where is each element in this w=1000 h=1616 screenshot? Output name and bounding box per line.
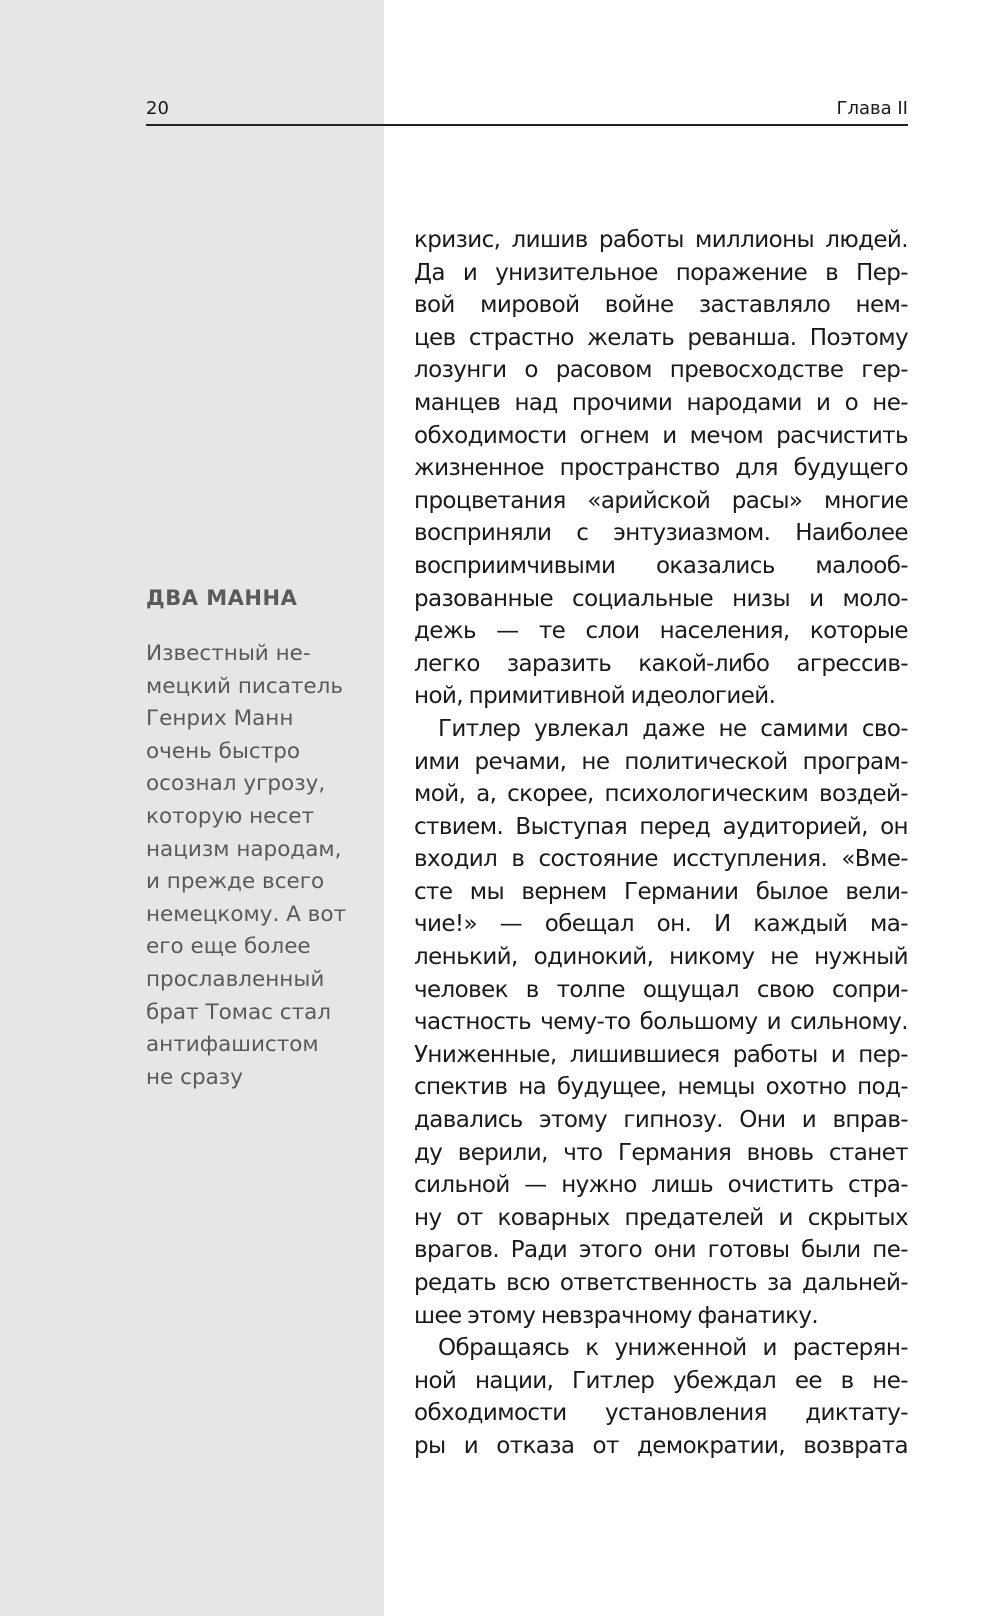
sidebar-line: его еще более (146, 934, 311, 960)
text-line: лозунги о расовом превосходстве гер- (414, 357, 908, 384)
sidebar-text (146, 638, 366, 1094)
text-line: кризис, лишив работы миллионы людей. (414, 227, 908, 253)
sidebar-line: нацизм народам, (146, 836, 342, 862)
chapter-label: Глава II (836, 98, 908, 119)
running-head (146, 98, 908, 126)
text-line: шее этому невзрачному фанатику. (414, 1302, 819, 1329)
text-line: ну от коварных предателей и скрытых (414, 1204, 908, 1231)
text-line: разованные социальные низы и моло- (414, 585, 908, 612)
page-number: 20 (146, 98, 169, 119)
sidebar-line: антифашистом (146, 1032, 319, 1058)
text-line: спектив на будущее, немцы охотно под- (414, 1074, 908, 1101)
text-line: сильной — нужно лишь очистить стра- (414, 1172, 908, 1199)
text-line: восприняли с энтузиазмом. Наиболее (414, 520, 908, 547)
text-line: давались этому гипнозу. Они и вправ- (414, 1107, 908, 1134)
text-line: ими речами, не политической програм- (414, 748, 908, 775)
text-line: Гитлер увлекал даже не самими сво- (438, 715, 908, 742)
text-line: ры и отказа от демократии, возврата (414, 1432, 908, 1459)
text-line: ной, примитивной идеологией. (414, 683, 776, 710)
text-line: восприимчивыми оказались малооб- (414, 552, 908, 579)
text-line: врагов. Ради этого они готовы были пе- (414, 1237, 908, 1264)
text-line: легко заразить какой-либо агрессив- (414, 650, 908, 677)
text-line: манцев над прочими народами и о не- (414, 389, 908, 416)
text-line: процветания «арийской расы» многие (414, 487, 908, 514)
text-line: ленький, одинокий, никому не нужный (414, 944, 908, 971)
sidebar-title: ДВА МАННА (146, 586, 298, 610)
text-line: вой мировой войне заставляло нем- (414, 292, 908, 319)
sidebar-line: и прежде всего (146, 869, 325, 895)
text-line: сте мы вернем Германии былое вели- (414, 878, 908, 905)
text-line: входил в состояние исступления. «Вме- (414, 846, 908, 873)
text-line: ду верили, что Германия вновь станет (414, 1139, 908, 1166)
sidebar-note (146, 584, 366, 1094)
text-line: обходимости установления диктату- (414, 1400, 908, 1427)
text-line: человек в толпе ощущал свою сопри- (414, 976, 908, 1003)
sidebar-line: которую несет (146, 803, 314, 829)
sidebar-line: не сразу (146, 1064, 243, 1090)
main-text-column (414, 224, 908, 1463)
paragraph-1 (414, 224, 908, 713)
sidebar-line: осознал угрозу, (146, 771, 326, 797)
paragraph-2 (414, 713, 908, 1332)
sidebar-line: мецкий писатель (146, 673, 344, 699)
text-line: редать всю ответственность за дальней- (414, 1270, 908, 1296)
text-line: частность чему-то большому и сильному. (414, 1009, 908, 1036)
text-line: ствием. Выступая перед аудиторией, он (414, 813, 908, 840)
text-line: дежь — те слои населения, которые (414, 618, 908, 645)
sidebar-line: Генрих Манн (146, 706, 294, 732)
sidebar-line: прославленный (146, 966, 325, 992)
text-line: Да и унизительное поражение в Пер- (414, 259, 908, 286)
text-line: Униженные, лишившиеся работы и пер- (414, 1041, 908, 1068)
text-line: ной нации, Гитлер убеждал ее в не- (414, 1367, 908, 1394)
text-line: чие!» — обещал он. И каждый ма- (414, 911, 908, 938)
text-line: мой, а, скорее, психологическим воздей- (414, 781, 908, 808)
sidebar-line: брат Томас стал (146, 999, 332, 1025)
sidebar-line: Известный не- (146, 641, 311, 666)
sidebar-line: немецкому. А вот (146, 901, 347, 927)
sidebar-line: очень быстро (146, 738, 301, 764)
text-line: обходимости огнем и мечом расчистить (414, 422, 908, 449)
text-line: цев страстно желать реванша. Поэтому (414, 324, 908, 351)
paragraph-3 (414, 1332, 908, 1462)
text-line: Обращаясь к униженной и растерян- (438, 1335, 908, 1362)
text-line: жизненное пространство для будущего (414, 455, 908, 482)
